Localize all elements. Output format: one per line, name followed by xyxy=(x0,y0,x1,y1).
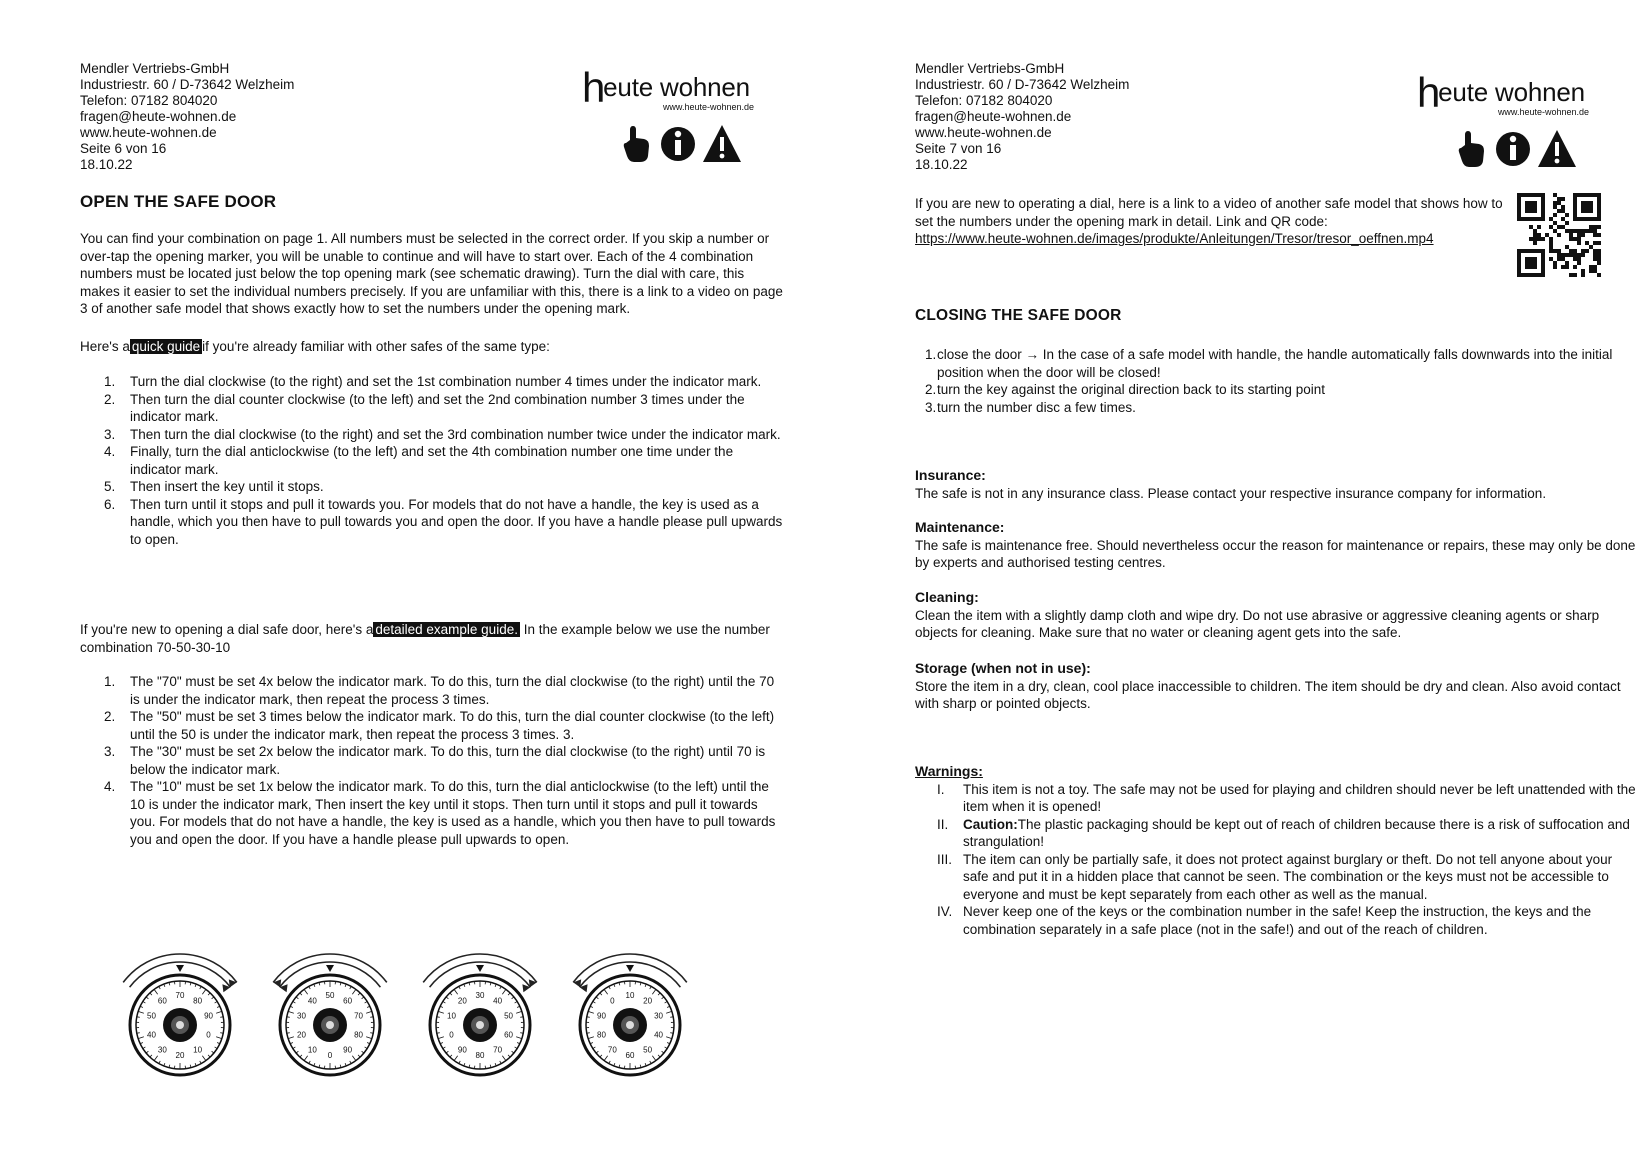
qr-module xyxy=(1577,261,1581,265)
dial xyxy=(273,954,387,1075)
hand-pointer-icon xyxy=(1459,131,1484,167)
dial-number: 10 xyxy=(307,1045,317,1055)
safety-icons xyxy=(1457,127,1577,171)
dial-number: 0 xyxy=(206,1030,211,1040)
qr-module xyxy=(1597,261,1601,265)
qr-module xyxy=(1565,229,1569,233)
qr-module xyxy=(1589,245,1593,249)
dial-tick xyxy=(437,1033,440,1034)
list-item: 1. close the door → In the case of a safe model with handle, the handle automatically falls downwards into the initial position when the door will be closed! xyxy=(925,347,1613,380)
qr-module xyxy=(1557,233,1561,237)
detailed-guide-intro: If you're new to opening a dial safe door, here's a detailed example guide. In the example below we use the number combination 70-50-30-10 xyxy=(80,622,770,655)
qr-module xyxy=(1561,225,1565,229)
indicator-mark xyxy=(476,965,484,972)
dial-number: 60 xyxy=(625,1051,635,1060)
qr-module xyxy=(1557,225,1561,229)
qr-module xyxy=(1549,241,1553,245)
qr-module xyxy=(1553,221,1557,225)
qr-module xyxy=(1593,241,1597,245)
qr-module xyxy=(1557,257,1561,261)
qr-module xyxy=(1549,217,1553,221)
qr-module xyxy=(1577,233,1581,237)
qr-module xyxy=(1569,249,1573,253)
list-item: 4. The "10" must be set 1x below the indicator mark. To do this, turn the dial anticlockwise (to the left) until the 10 is under the indicator mark, Then insert the key until it stops. Then turn until it stops and pull it towards you. For models that do not have a handle, the key is used as a handle, which you then have to pull towards you and open the door. If you have a handle please pull upwards to open. xyxy=(104,779,776,847)
qr-module xyxy=(1573,237,1577,241)
brand-logo: heute wohnen www.heute-wohnen.de xyxy=(582,58,762,178)
dial-tick xyxy=(137,1017,140,1018)
qr-module xyxy=(1581,229,1585,233)
qr-module xyxy=(1585,249,1589,253)
section-heading: Warnings: xyxy=(915,763,983,779)
section-text: Clean the item with a slightly damp cloth and wipe dry. Do not use abrasive or aggressive cleaning agents or sharp objects for cleaning. Make sure that no water or cleaning agent gets into the safe. xyxy=(915,607,1600,640)
qr-module xyxy=(1553,193,1557,197)
closing-title: CLOSING THE SAFE DOOR xyxy=(915,307,1122,324)
qr-module xyxy=(1569,273,1573,277)
page-number: Seite 7 von 16 xyxy=(915,141,1002,156)
dial-number: 20 xyxy=(643,996,653,1006)
qr-module xyxy=(1549,249,1553,253)
qr-module xyxy=(1597,225,1601,229)
qr-module xyxy=(1593,225,1597,229)
dial-tick xyxy=(437,1017,440,1018)
qr-module xyxy=(1581,253,1585,257)
qr-module xyxy=(1573,253,1577,257)
dial-number: 60 xyxy=(504,1030,513,1040)
qr-finder-core xyxy=(1581,201,1593,213)
address-line: fragen@heute-wohnen.de xyxy=(80,109,237,124)
quick-guide-intro: Here's a quick guide if you're already familiar with other safes of the same type: xyxy=(80,339,550,354)
qr-module xyxy=(1577,229,1581,233)
qr-module xyxy=(1593,249,1597,253)
qr-module xyxy=(1557,197,1561,201)
hand-pointer-icon xyxy=(624,126,649,162)
qr-module xyxy=(1557,253,1561,257)
qr-module xyxy=(1593,265,1597,269)
qr-finder-core xyxy=(1525,257,1537,269)
address-line: www.heute-wohnen.de xyxy=(915,125,1052,140)
dial-tick xyxy=(370,1033,373,1034)
dial-number: 0 xyxy=(449,1030,454,1040)
qr-module xyxy=(1529,237,1533,241)
qr-module xyxy=(1597,253,1601,257)
qr-module xyxy=(1553,261,1557,265)
qr-module xyxy=(1553,205,1557,209)
warnings-section xyxy=(915,763,1640,938)
qr-module xyxy=(1581,269,1585,273)
dial-center-dot xyxy=(326,1021,334,1029)
indicator-mark xyxy=(626,965,634,972)
page-number: Seite 6 von 16 xyxy=(80,141,167,156)
qr-finder-core xyxy=(1525,201,1537,213)
qr-module xyxy=(1573,229,1577,233)
dial-number: 90 xyxy=(204,1011,213,1021)
video-info: If you are new to operating a dial, here is a link to a video of another safe model that shows how to set the numbers under the opening mark in detail. Link and QR code: https://www.heute-wohnen.de/images/produkte/Anleitungen/Tresor/tresor_oeffnen.mp4 xyxy=(915,196,1503,246)
company-address xyxy=(915,61,1129,173)
qr-module xyxy=(1557,201,1561,205)
qr-module xyxy=(1597,241,1601,245)
qr-module xyxy=(1581,273,1585,277)
dial-number: 80 xyxy=(475,1051,485,1060)
safety-icons xyxy=(622,122,742,166)
list-item: 2. The "50" must be set 3 times below the indicator mark. To do this, turn the dial counter clockwise (to the left) until the 50 is under the indicator mark, then repeat the process 3 times. 3. xyxy=(104,709,775,742)
qr-module xyxy=(1573,265,1577,269)
qr-module xyxy=(1593,269,1597,273)
dial-number: 90 xyxy=(597,1011,606,1021)
dial-number: 30 xyxy=(654,1011,663,1021)
list-item: 2. turn the key against the original direction back to its starting point xyxy=(925,382,1325,397)
dial xyxy=(123,954,237,1075)
dial-number: 70 xyxy=(607,1045,617,1055)
qr-module xyxy=(1577,253,1581,257)
address-line: Industriestr. 60 / D-73642 Welzheim xyxy=(915,77,1130,92)
qr-module xyxy=(1565,265,1569,269)
section-text: The safe is maintenance free. Should nevertheless occur the reason for maintenance or repairs, these may only be done by experts and authorised testing centres. xyxy=(915,537,1636,570)
dial-number: 30 xyxy=(297,1011,306,1021)
section-text: Store the item in a dry, clean, cool place inaccessible to children. The item should be dry and clean. Also avoid contact with sharp or pointed objects. xyxy=(915,678,1621,711)
dial-number: 50 xyxy=(325,991,335,1000)
info-icon xyxy=(661,127,695,161)
qr-module xyxy=(1561,197,1565,201)
qr-module xyxy=(1533,241,1537,245)
dial-number: 90 xyxy=(457,1045,467,1055)
address-line: Mendler Vertriebs-GmbH xyxy=(915,61,1065,76)
dial-tick xyxy=(587,1017,590,1018)
qr-module xyxy=(1561,253,1565,257)
dial-number: 20 xyxy=(457,996,467,1006)
dial-tick xyxy=(587,1033,590,1034)
dial-center-dot xyxy=(626,1021,634,1029)
quick-guide-steps xyxy=(80,373,785,548)
list-item: II. Caution:The plastic packaging should be kept out of reach of children because there is a risk of suffocation and strangulation! xyxy=(937,816,1630,849)
closing-steps xyxy=(915,346,1635,416)
qr-module xyxy=(1561,217,1565,221)
list-item: 3. The "30" must be set 2x below the indicator mark. To do this, turn the dial clockwise (to the right) until 70 is below the indicator mark. xyxy=(104,744,766,777)
address-line: www.heute-wohnen.de xyxy=(80,125,217,140)
dial-number: 50 xyxy=(504,1011,513,1021)
qr-module xyxy=(1577,257,1581,261)
section-heading: Storage (when not in use): xyxy=(915,660,1091,676)
qr-module xyxy=(1557,249,1561,253)
dial-number: 80 xyxy=(193,996,203,1006)
dial-number: 20 xyxy=(297,1030,306,1040)
qr-module xyxy=(1569,229,1573,233)
address-line: Mendler Vertriebs-GmbH xyxy=(80,61,230,76)
qr-module xyxy=(1589,265,1593,269)
dial xyxy=(423,954,537,1075)
dial-number: 40 xyxy=(147,1030,156,1040)
qr-module xyxy=(1541,237,1545,241)
qr-module xyxy=(1593,257,1597,261)
logo-url: www.heute-wohnen.de xyxy=(662,102,754,112)
dial-tick xyxy=(287,1017,290,1018)
address-line: Telefon: 07182 804020 xyxy=(915,93,1053,108)
company-address xyxy=(80,61,294,173)
info-icon xyxy=(1496,132,1530,166)
warning-icon xyxy=(1538,130,1576,167)
combination-dials-drawing xyxy=(105,895,725,1095)
address-line: Telefon: 07182 804020 xyxy=(80,93,218,108)
page-title: OPEN THE SAFE DOOR xyxy=(80,192,277,211)
dial-tick xyxy=(370,1017,373,1018)
qr-module xyxy=(1573,273,1577,277)
qr-module xyxy=(1561,265,1565,269)
dial-number: 80 xyxy=(597,1030,606,1040)
dial-number: 40 xyxy=(493,996,503,1006)
qr-module xyxy=(1585,241,1589,245)
section-heading: Insurance: xyxy=(915,467,986,483)
qr-code[interactable] xyxy=(1517,193,1601,277)
list-item: IV. Never keep one of the keys or the combination number in the safe! Keep the instruction, the keys and the combination separately in a safe place (not in the safe!) and out of the reach of children. xyxy=(937,904,1592,937)
dial-tick xyxy=(137,1033,140,1034)
qr-module xyxy=(1537,233,1541,237)
dial-number: 20 xyxy=(175,1051,185,1060)
list-item: I. This item is not a toy. The safe may not be used for playing and children should never be left unattended with the item when it is opened! xyxy=(937,781,1636,814)
quick-guide-highlight: quick guide xyxy=(131,339,201,354)
qr-module xyxy=(1573,257,1577,261)
dial-number: 10 xyxy=(447,1011,456,1021)
qr-module xyxy=(1561,257,1565,261)
qr-module xyxy=(1533,229,1537,233)
qr-module xyxy=(1581,249,1585,253)
qr-module xyxy=(1573,249,1577,253)
qr-module xyxy=(1577,241,1581,245)
qr-module xyxy=(1565,221,1569,225)
qr-module xyxy=(1553,265,1557,269)
qr-module xyxy=(1577,237,1581,241)
address-line: Industriestr. 60 / D-73642 Welzheim xyxy=(80,77,295,92)
dial-number: 60 xyxy=(157,996,167,1006)
dial xyxy=(573,954,687,1075)
qr-module xyxy=(1561,209,1565,213)
cleaning-section xyxy=(915,589,1640,642)
qr-module xyxy=(1569,237,1573,241)
section-heading: Cleaning: xyxy=(915,589,979,605)
dial-number: 80 xyxy=(354,1030,363,1040)
list-item: 1. Turn the dial clockwise (to the right) and set the 1st combination number 4 times under the indicator mark. xyxy=(104,374,762,389)
dial-number: 90 xyxy=(343,1045,353,1055)
dial-tick xyxy=(220,1017,223,1018)
warnings-list xyxy=(915,781,1640,939)
qr-module xyxy=(1549,257,1553,261)
qr-module xyxy=(1569,253,1573,257)
dial-number: 40 xyxy=(307,996,317,1006)
dial-tick xyxy=(287,1033,290,1034)
qr-module xyxy=(1593,229,1597,233)
dial-tick xyxy=(670,1017,673,1018)
insurance-section xyxy=(915,467,1640,502)
dial-number: 70 xyxy=(175,991,185,1000)
qr-module xyxy=(1537,237,1541,241)
dial-center-dot xyxy=(176,1021,184,1029)
dial-number: 40 xyxy=(654,1030,663,1040)
dial-number: 10 xyxy=(193,1045,203,1055)
dial-tick xyxy=(670,1033,673,1034)
list-item: 2. Then turn the dial counter clockwise (to the left) and set the 2nd combination number 3 times under the indicator mark. xyxy=(104,391,745,424)
dial-number: 10 xyxy=(625,991,635,1000)
qr-module xyxy=(1553,201,1557,205)
maintenance-section xyxy=(915,519,1640,572)
detailed-guide-highlight: detailed example guide. xyxy=(375,622,518,637)
qr-module xyxy=(1537,225,1541,229)
dial-number: 30 xyxy=(475,991,485,1000)
storage-section xyxy=(915,660,1640,713)
qr-module xyxy=(1549,245,1553,249)
list-item: 5. Then insert the key until it stops. xyxy=(104,479,324,494)
dial-number: 70 xyxy=(354,1011,363,1021)
qr-module xyxy=(1565,253,1569,257)
qr-module xyxy=(1593,253,1597,257)
brand-logo: heute wohnen www.heute-wohnen.de xyxy=(1417,63,1597,183)
qr-module xyxy=(1581,233,1585,237)
qr-module xyxy=(1589,229,1593,233)
right-page xyxy=(825,0,1650,1156)
qr-module xyxy=(1597,249,1601,253)
dial-number: 0 xyxy=(610,996,615,1006)
qr-module xyxy=(1597,257,1601,261)
indicator-mark xyxy=(176,965,184,972)
qr-module xyxy=(1533,237,1537,241)
qr-module xyxy=(1565,213,1569,217)
date: 18.10.22 xyxy=(80,157,133,172)
dial-number: 30 xyxy=(157,1045,167,1055)
qr-module xyxy=(1557,209,1561,213)
dial-number: 60 xyxy=(343,996,353,1006)
dial-tick xyxy=(520,1033,523,1034)
indicator-mark xyxy=(326,965,334,972)
qr-module xyxy=(1533,233,1537,237)
qr-module xyxy=(1593,233,1597,237)
video-link[interactable]: https://www.heute-wohnen.de/images/produkte/Anleitungen/Tresor/tresor_oeffnen.mp4 xyxy=(915,231,1434,246)
qr-module xyxy=(1585,229,1589,233)
detailed-guide-steps xyxy=(80,673,785,848)
date: 18.10.22 xyxy=(915,157,968,172)
section-text: The safe is not in any insurance class. Please contact your respective insurance company for information. xyxy=(915,485,1547,501)
dial-tick xyxy=(220,1033,223,1034)
dial-number: 0 xyxy=(327,1051,333,1060)
dial-number: 50 xyxy=(147,1011,156,1021)
dial-number: 70 xyxy=(493,1045,503,1055)
list-item: 3. Then turn the dial clockwise (to the right) and set the 3rd combination number twice under the indicator mark. xyxy=(104,426,781,442)
qr-module xyxy=(1549,225,1553,229)
list-item: 6. Then turn until it stops and pull it towards you. For models that do not have a handle, the key is used as a handle, which you then have to pull towards you and open the door. If you have a handle please pull upwards to open. xyxy=(104,496,783,547)
warning-icon xyxy=(703,125,741,162)
intro-paragraph: You can find your combination on page 1. All numbers must be selected in the correct order. If you skip a number or over-tap the opening marker, you will be unable to continue and will have to start over. Each of the 4 combination numbers must be located just below the top opening mark (see schematic drawing). Turn the dial with care, this makes it easier to set the individual numbers precisely. If you are unfamiliar with this, there is a link to a video on page 3 of another safe model that shows exactly how to set the numbers under the opening mark. xyxy=(80,231,783,316)
logo-url: www.heute-wohnen.de xyxy=(1497,107,1589,117)
list-item: 4. Finally, turn the dial anticlockwise (to the left) and set the 4th combination number one time under the indicator mark. xyxy=(104,444,734,477)
qr-module xyxy=(1545,233,1549,237)
qr-module xyxy=(1553,249,1557,253)
list-item: 3. turn the number disc a few times. xyxy=(925,399,1136,415)
dial-tick xyxy=(520,1017,523,1018)
dial-center-dot xyxy=(476,1021,484,1029)
qr-module xyxy=(1565,261,1569,265)
qr-module xyxy=(1561,205,1565,209)
address-line: fragen@heute-wohnen.de xyxy=(915,109,1072,124)
qr-module xyxy=(1529,225,1533,229)
qr-module xyxy=(1597,233,1601,237)
list-item: 1. The "70" must be set 4x below the indicator mark. To do this, turn the dial clockwise (to the right) until the 70 is under the indicator mark, then repeat the process 3 times. xyxy=(104,674,775,707)
qr-module xyxy=(1597,273,1601,277)
list-item: III. The item can only be partially safe, it does not protect against burglary or theft. Do not tell anyone about your safe and put it in a hidden place that cannot be seen. The combination or the keys must not be accessible to everyone and must be kept separately from each other as well as the manual. xyxy=(937,851,1613,902)
section-heading: Maintenance: xyxy=(915,519,1005,535)
qr-module xyxy=(1589,269,1593,273)
qr-module xyxy=(1565,245,1569,249)
qr-module xyxy=(1553,229,1557,233)
qr-module xyxy=(1553,213,1557,217)
dial-number: 50 xyxy=(643,1045,653,1055)
qr-module xyxy=(1569,233,1573,237)
qr-module xyxy=(1589,225,1593,229)
qr-module xyxy=(1549,237,1553,241)
